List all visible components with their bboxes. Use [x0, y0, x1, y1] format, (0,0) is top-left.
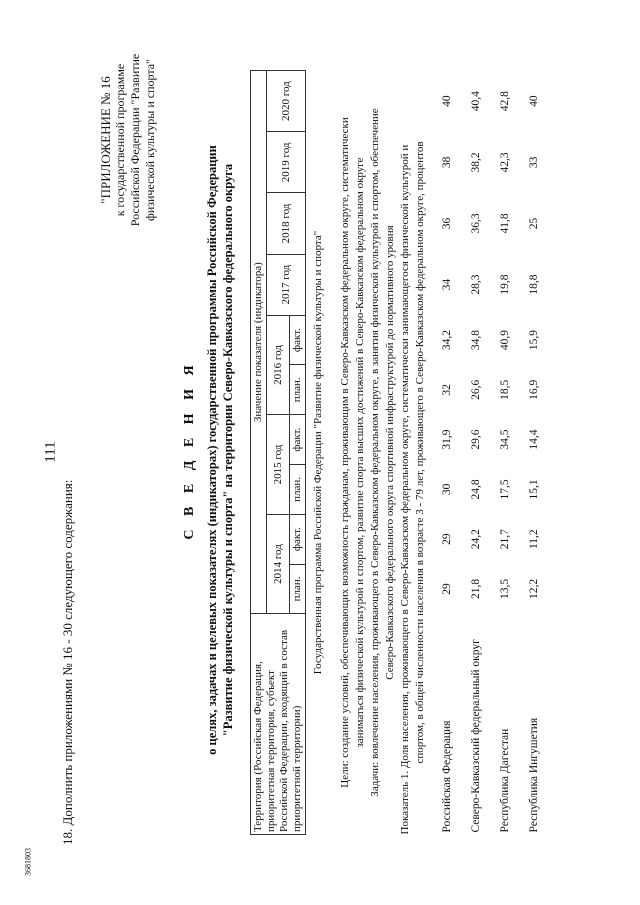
year-header: 2020 год — [267, 71, 306, 132]
appendix-line: к государственной программе — [113, 63, 127, 217]
indicator-value: 12,2 — [528, 578, 540, 599]
document-code: 3681803 — [23, 848, 33, 876]
indicators-table — [250, 70, 556, 835]
indicator-value: 30 — [441, 483, 453, 496]
indicator-value: 24,2 — [470, 529, 482, 550]
indicator-value: 34 — [441, 278, 453, 291]
indicator-value: 42,8 — [499, 91, 511, 112]
year-header: 2015 год — [267, 415, 290, 515]
table-row — [527, 71, 542, 835]
fact-header: факт. — [290, 514, 306, 564]
indicator-value: 15,9 — [528, 329, 540, 351]
indicator-value: 15,1 — [528, 479, 540, 500]
tasks-text: Северо-Кавказского федерального округа спортивной инфраструктурой до нормативного уровня — [384, 225, 396, 680]
goals-text: Цели: создание условий, обеспечивающих возможность гражданам, проживающим в Северо-Кавказском федеральном округе, систематически — [339, 117, 351, 788]
indicator-value: 40 — [528, 95, 540, 107]
goals-text: заниматься физической культурой и спортом, развитие спорта высших достижений в Северо-Кавказском федеральном округе — [354, 157, 366, 748]
tasks-text: Задачи: вовлечение населения, проживающего в Северо-Кавказском федеральном округе, в занятия физической культурой и спортом, обеспечение — [369, 108, 381, 797]
indicator-value: 28,3 — [470, 274, 482, 295]
year-header: 2018 год — [267, 193, 306, 254]
territory-header: Территория (Российская Федерация, приоритетная территория, субъект Российской Федерации, входящий в состав приоритетной территории) — [251, 614, 306, 835]
document-title: С В Е Д Е Н И Я — [182, 360, 197, 540]
page-number: 111 — [42, 441, 59, 463]
indicator-value: 34,5 — [499, 429, 511, 450]
indicator-value: 18,8 — [528, 274, 540, 295]
appendix-line: физической культуры и спорта" — [143, 59, 157, 221]
fact-header: факт. — [290, 315, 306, 365]
program-name: Государственная программа Российской Федерации "Развитие физической культуры и спорта" — [312, 230, 324, 675]
territory-name: Российская Федерация — [441, 720, 453, 833]
territory-name: Республика Дагестан — [499, 728, 511, 833]
plan-header: план. — [290, 564, 306, 614]
indicator-value: 32 — [441, 384, 453, 396]
table-row — [469, 71, 484, 835]
year-header: 2017 год — [267, 254, 306, 315]
territory-name: Северо-Кавказский федеральный округ — [470, 639, 482, 833]
indicator-value: 34,2 — [441, 329, 453, 351]
indicator-value: 38 — [441, 156, 453, 169]
subtitle-line: "Развитие физической культуры и спорта" на территории Северо-Кавказского федерального округа — [221, 163, 235, 737]
indicator-value: 14,4 — [528, 429, 540, 450]
year-header: 2016 год — [267, 315, 290, 415]
indicator-value: 38,2 — [470, 152, 482, 173]
indicator-value: 11,2 — [528, 529, 540, 550]
year-header: 2014 год — [267, 514, 290, 614]
indicator-value: 24,8 — [470, 479, 482, 500]
document-subtitle — [204, 55, 236, 845]
indicator-value: 25 — [528, 217, 540, 230]
indicator-value: 40 — [441, 95, 453, 107]
subtitle-line: о целях, задачах и целевых показателях (индикаторах) государственной программы Российской Федерации — [205, 145, 219, 755]
plan-header: план. — [290, 365, 306, 415]
indicator-value: 31,9 — [441, 429, 453, 450]
indicator-value: 17,5 — [499, 479, 511, 500]
appendix-heading — [98, 35, 158, 245]
intro-paragraph: 18. Дополнить приложениями № 16 - 30 следующего содержания: — [60, 479, 75, 845]
indicator-value: 26,6 — [470, 379, 482, 400]
indicator-value: 33 — [528, 156, 540, 169]
year-header: 2019 год — [267, 132, 306, 193]
appendix-line: Российской Федерации "Развитие — [128, 53, 142, 227]
indicator-value: 16,9 — [528, 379, 540, 400]
indicator-text: Показатель 1. Доля населения, проживающего в Северо-Кавказском федеральном округе, систематически занимающегося физической культурой и — [399, 144, 411, 835]
value-header: Значение показателя (индикатора) — [251, 71, 267, 614]
territory-name: Республика Ингушетия — [528, 717, 540, 833]
indicator-value: 34,8 — [470, 329, 482, 351]
indicator-value: 29 — [441, 583, 453, 595]
indicator-value: 21,8 — [470, 578, 482, 599]
rotated-page-content — [60, 45, 580, 845]
indicator-value: 19,8 — [499, 274, 511, 295]
table-row — [440, 71, 455, 835]
indicator-value: 36 — [441, 217, 453, 230]
table-row — [498, 71, 513, 835]
indicator-value: 21,7 — [499, 529, 511, 550]
appendix-number: "ПРИЛОЖЕНИЕ № 16 — [98, 76, 113, 204]
indicator-value: 29 — [441, 533, 453, 545]
plan-header: план. — [290, 464, 306, 514]
indicator-value: 40,9 — [499, 329, 511, 351]
indicator-value: 13,5 — [499, 578, 511, 599]
indicator-value: 41,8 — [499, 213, 511, 234]
indicator-text: спортом, в общей численности населения в возрасте 3 - 79 лет, проживающего в Северо-Кавказском федеральном округе, процентов — [414, 141, 426, 764]
indicator-value: 29,6 — [470, 429, 482, 450]
indicator-value: 18,5 — [499, 379, 511, 400]
indicator-value: 40,4 — [470, 91, 482, 112]
fact-header: факт. — [290, 415, 306, 465]
indicator-value: 36,3 — [470, 213, 482, 234]
indicator-value: 42,3 — [499, 152, 511, 173]
